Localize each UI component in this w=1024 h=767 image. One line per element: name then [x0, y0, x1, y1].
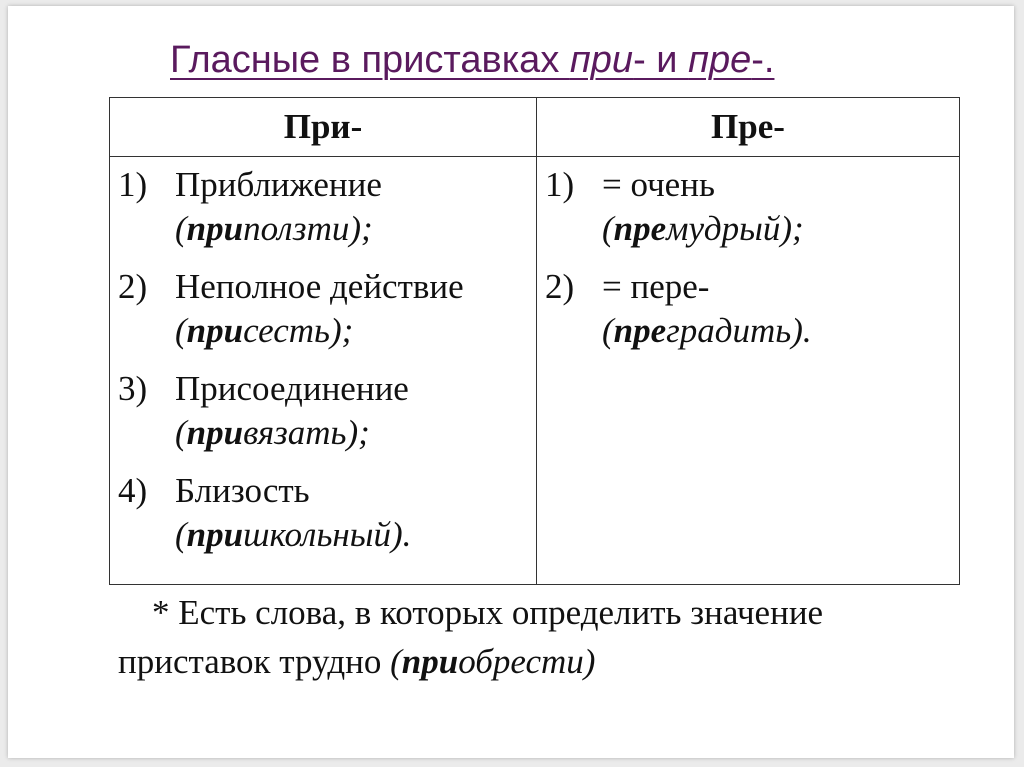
title-text-1: Гласные в приставках	[170, 39, 570, 81]
item-body	[175, 469, 536, 557]
item-example	[602, 207, 959, 251]
example-paren: (	[602, 311, 614, 350]
header-pre: Пре-	[537, 98, 960, 157]
title-text-2: - и	[633, 39, 689, 81]
example-rest: обрести)	[458, 642, 596, 681]
example-rest: мудрый);	[666, 209, 804, 248]
example-prefix: при	[401, 642, 459, 681]
item-number: 2)	[118, 267, 148, 306]
pre-cell	[537, 157, 960, 585]
pri-item	[110, 265, 536, 353]
pri-cell	[110, 157, 537, 585]
item-example	[175, 513, 536, 557]
pri-item	[110, 469, 536, 557]
example-prefix: при	[186, 209, 244, 248]
example-prefix: пре	[613, 311, 667, 350]
example-prefix: при	[186, 413, 244, 452]
prefix-rules-table	[109, 97, 960, 585]
example-paren: (	[175, 209, 187, 248]
item-label: = пере-	[602, 267, 710, 306]
item-label: Близость	[175, 471, 310, 510]
item-number: 1)	[545, 165, 575, 204]
example-paren: (	[175, 515, 187, 554]
example-prefix: пре	[613, 209, 667, 248]
pri-item	[110, 163, 536, 251]
slide-title	[170, 36, 774, 84]
footnote	[118, 588, 978, 686]
item-body	[175, 367, 536, 455]
item-label: Присоединение	[175, 369, 409, 408]
footnote-example	[390, 642, 595, 681]
example-rest: школьный).	[243, 515, 412, 554]
example-paren: (	[175, 311, 187, 350]
item-body	[175, 163, 536, 251]
item-number: 2)	[545, 267, 575, 306]
example-rest: ползти);	[243, 209, 373, 248]
table-body-row	[110, 157, 960, 585]
example-rest: вязать);	[243, 413, 370, 452]
footnote-text: * Есть слова, в которых определить значение приставок трудно	[118, 593, 824, 681]
item-example	[175, 309, 536, 353]
pre-item	[537, 163, 959, 251]
item-number: 4)	[118, 471, 148, 510]
item-label: Неполное действие	[175, 267, 464, 306]
example-paren: (	[602, 209, 614, 248]
item-example	[175, 207, 536, 251]
pre-item	[537, 265, 959, 353]
example-rest: сесть);	[243, 311, 354, 350]
title-prefix-pre: пре	[688, 39, 752, 81]
item-example	[175, 411, 536, 455]
item-example	[602, 309, 959, 353]
item-label: Приближение	[175, 165, 382, 204]
item-body	[602, 265, 959, 353]
pri-item	[110, 367, 536, 455]
title-text-3: -.	[751, 39, 775, 81]
example-rest: градить).	[666, 311, 812, 350]
item-number: 3)	[118, 369, 148, 408]
item-body	[602, 163, 959, 251]
item-body	[175, 265, 536, 353]
example-paren: (	[175, 413, 187, 452]
table-header-row	[110, 98, 960, 157]
item-number: 1)	[118, 165, 148, 204]
title-prefix-pri: при	[569, 39, 634, 81]
example-prefix: при	[186, 311, 244, 350]
example-prefix: при	[186, 515, 244, 554]
example-paren: (	[390, 642, 402, 681]
header-pri: При-	[110, 98, 537, 157]
item-label: = очень	[602, 165, 715, 204]
